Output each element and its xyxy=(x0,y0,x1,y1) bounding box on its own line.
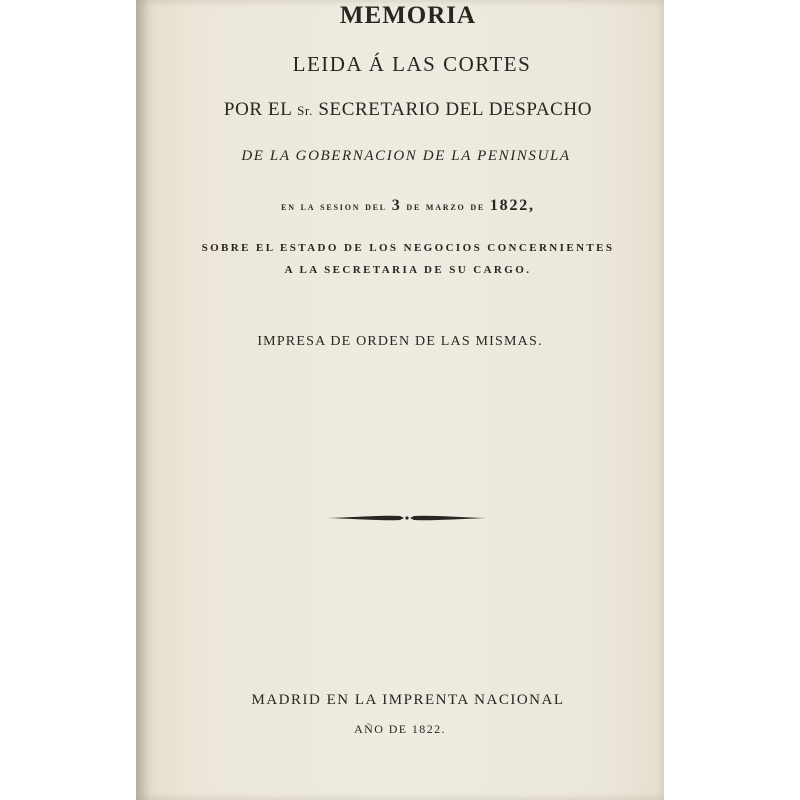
ornamental-rule xyxy=(328,510,486,526)
imprint-line: MADRID EN LA IMPRENTA NACIONAL xyxy=(251,692,565,708)
year-line: AÑO DE 1822. xyxy=(354,722,446,736)
title-page xyxy=(136,0,664,800)
session-text-b: de marzo de xyxy=(401,199,490,213)
line3-part-a: POR EL xyxy=(223,99,298,120)
session-date-line xyxy=(144,197,672,215)
subtitle-secretario xyxy=(144,99,672,121)
session-year: 1822, xyxy=(489,197,535,214)
subtitle-gobernacion: DE LA GOBERNACION DE LA PENINSULA xyxy=(241,148,571,164)
line3-part-b: SECRETARIO DEL DESPACHO xyxy=(312,99,593,120)
line3-sr: Sr. xyxy=(297,103,313,118)
printing-order-line: IMPRESA DE ORDEN DE LAS MISMAS. xyxy=(257,334,543,349)
subtitle-leida: LEIDA Á LAS CORTES xyxy=(292,52,532,76)
session-day: 3 xyxy=(391,197,402,214)
session-text-a: en la sesion del xyxy=(281,199,392,213)
subject-line-1: SOBRE EL ESTADO DE LOS NEGOCIOS CONCERNIENTES xyxy=(201,242,615,254)
subject-line-2: A LA SECRETARIA DE SU CARGO. xyxy=(284,264,532,276)
book-title: MEMORIA xyxy=(339,2,477,29)
